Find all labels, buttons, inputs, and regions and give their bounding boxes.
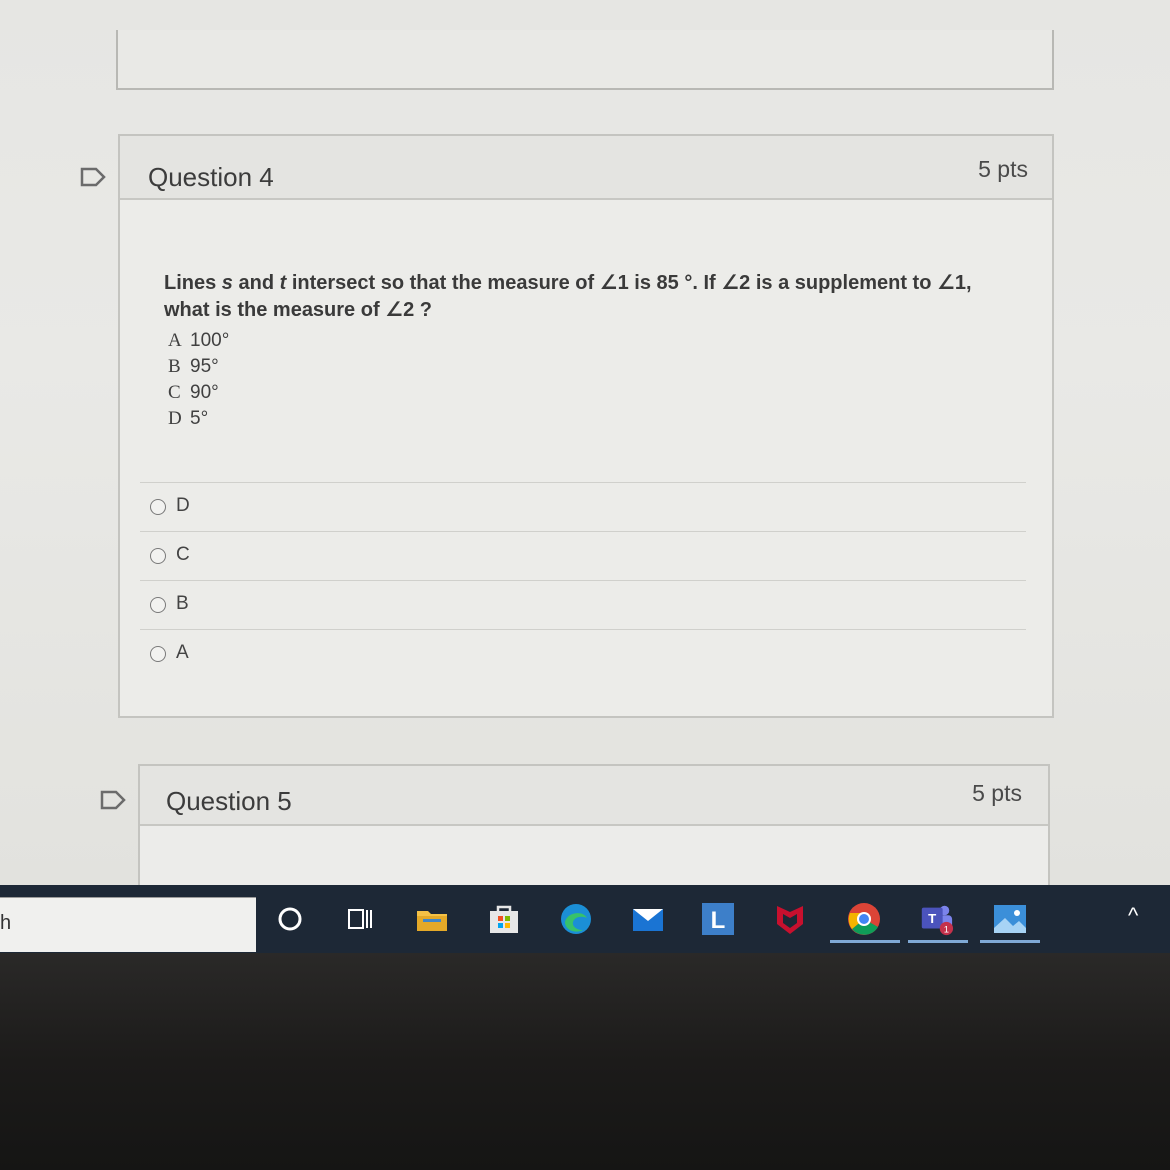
- svg-text:T: T: [928, 910, 937, 926]
- flag-question-icon[interactable]: [80, 167, 106, 187]
- teams-icon[interactable]: [918, 901, 954, 937]
- radio-button[interactable]: [150, 499, 166, 515]
- choice-a: A 100°: [168, 330, 230, 351]
- answer-options: [140, 482, 1026, 678]
- stem-var-t: t: [279, 272, 287, 294]
- search-text: h: [0, 912, 12, 934]
- stem-line-2: what is the measure of ∠2 ?: [164, 299, 432, 321]
- stem-text-1: Lines: [164, 272, 222, 294]
- photos-active-indicator: [980, 940, 1040, 943]
- file-explorer-icon[interactable]: [414, 901, 450, 937]
- mcafee-icon[interactable]: [772, 901, 808, 937]
- taskbar: [0, 885, 1170, 953]
- choice-d: D 5°: [168, 408, 209, 429]
- question-5-points: 5 pts: [972, 780, 1022, 806]
- chrome-icon[interactable]: [846, 901, 882, 937]
- question-4-stem: [164, 270, 1024, 324]
- mail-icon[interactable]: [630, 901, 666, 937]
- question-4-title: Question 4: [148, 162, 274, 192]
- radio-button[interactable]: [150, 597, 166, 613]
- question-4-body: [120, 200, 1052, 716]
- choice-list: [168, 328, 229, 432]
- question-4-points: 5 pts: [978, 156, 1028, 182]
- choice-b: B 95°: [168, 356, 219, 377]
- radio-button[interactable]: [150, 646, 166, 662]
- chrome-active-indicator: [830, 940, 900, 943]
- answer-option-b[interactable]: B: [140, 580, 1026, 629]
- teams-badge: 1: [943, 924, 950, 936]
- launcher-l-icon[interactable]: [700, 901, 736, 937]
- photos-icon[interactable]: [992, 901, 1028, 937]
- task-view-icon[interactable]: [342, 901, 378, 937]
- answer-option-d[interactable]: D: [140, 482, 1026, 531]
- show-hidden-icons-button[interactable]: ^: [1128, 903, 1139, 928]
- taskbar-search-box[interactable]: [0, 897, 256, 952]
- previous-question-answer-box: [116, 30, 1054, 90]
- answer-option-c[interactable]: C: [140, 531, 1026, 580]
- flag-question-icon[interactable]: [100, 790, 126, 810]
- cortana-icon[interactable]: [272, 901, 308, 937]
- choice-c: C 90°: [168, 382, 219, 403]
- stem-var-s: s: [221, 272, 233, 294]
- answer-option-a[interactable]: A: [140, 629, 1026, 678]
- monitor-bezel: [0, 953, 1170, 1170]
- launcher-letter: L: [710, 907, 726, 934]
- radio-button[interactable]: [150, 548, 166, 564]
- question-5-header: [140, 766, 1048, 826]
- stem-text-3: intersect so that the measure of ∠1 is 85 °. If ∠2 is a supplement to ∠1,: [286, 272, 972, 294]
- microsoft-store-icon[interactable]: [486, 901, 522, 937]
- question-4-card: [118, 134, 1054, 718]
- question-5-title: Question 5: [166, 786, 292, 816]
- edge-icon[interactable]: [558, 901, 594, 937]
- question-4-header: [120, 136, 1052, 200]
- stem-text-2: and: [232, 272, 280, 294]
- teams-active-indicator: [908, 940, 968, 943]
